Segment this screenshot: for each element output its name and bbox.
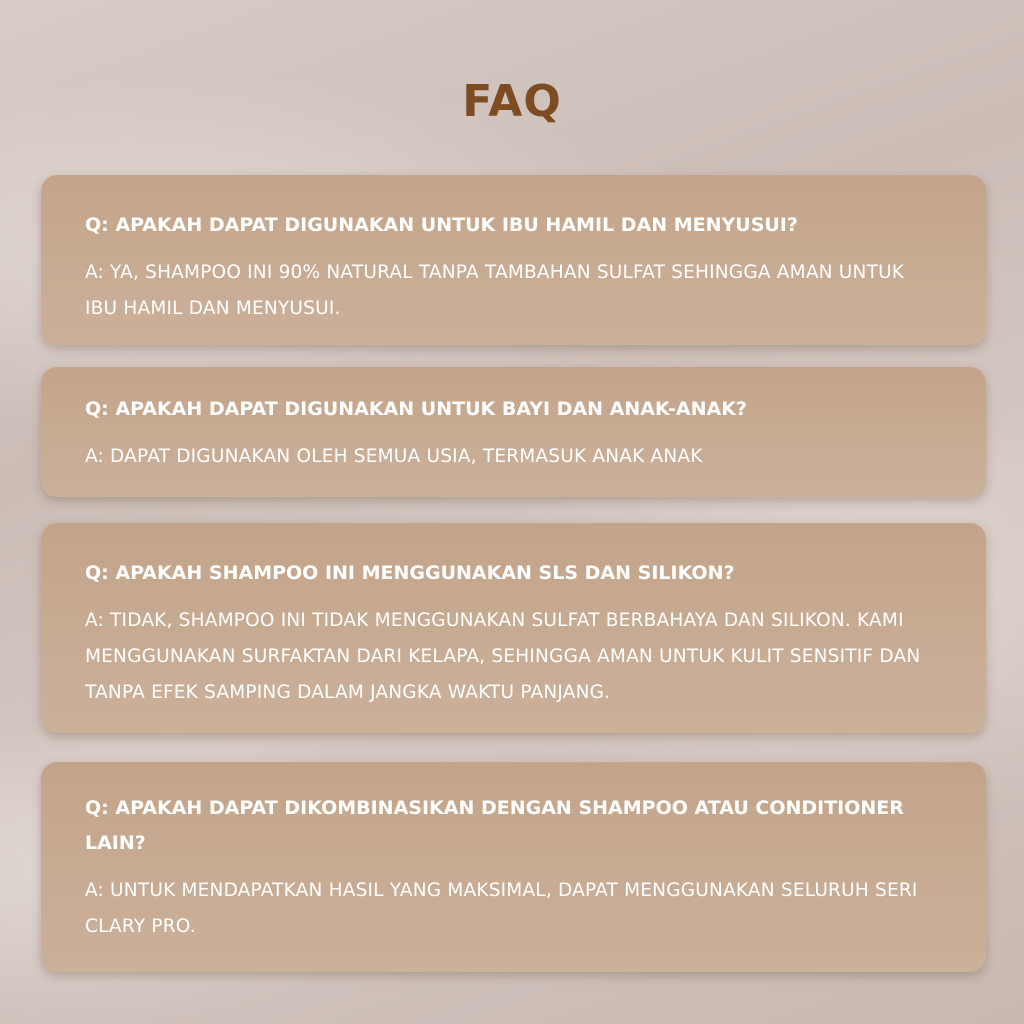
faq-question: Q: APAKAH DAPAT DIGUNAKAN UNTUK BAYI DAN ANAK-ANAK? [85, 398, 747, 420]
faq-card [41, 367, 986, 497]
faq-question: Q: APAKAH DAPAT DIGUNAKAN UNTUK IBU HAMIL DAN MENYUSUI? [85, 214, 798, 236]
faq-card [41, 523, 986, 733]
faq-card [41, 175, 986, 345]
faq-card [41, 762, 986, 972]
faq-question: Q: APAKAH DAPAT DIKOMBINASIKAN DENGAN SHAMPOO ATAU CONDITIONER LAIN? [85, 797, 904, 854]
faq-answer: A: UNTUK MENDAPATKAN HASIL YANG MAKSIMAL, DAPAT MENGGUNAKAN SELURUH SERI CLARY PRO. [85, 880, 918, 937]
faq-answer: A: TIDAK, SHAMPOO INI TIDAK MENGGUNAKAN SULFAT BERBAHAYA DAN SILIKON. KAMI MENGGUNAKAN SURFAKTAN DARI KELAPA, SEHINGGA AMAN UNTUK KULIT SENSITIF DAN TANPA EFEK SAMPING DALAM JANGKA WAKTU PANJANG. [85, 610, 921, 703]
faq-answer: A: DAPAT DIGUNAKAN OLEH SEMUA USIA, TERMASUK ANAK ANAK [85, 446, 703, 467]
faq-question: Q: APAKAH SHAMPOO INI MENGGUNAKAN SLS DAN SILIKON? [85, 562, 735, 584]
faq-answer: A: YA, SHAMPOO INI 90% NATURAL TANPA TAMBAHAN SULFAT SEHINGGA AMAN UNTUK IBU HAMIL DAN MENYUSUI. [85, 262, 905, 319]
page-title: FAQ [462, 76, 562, 127]
